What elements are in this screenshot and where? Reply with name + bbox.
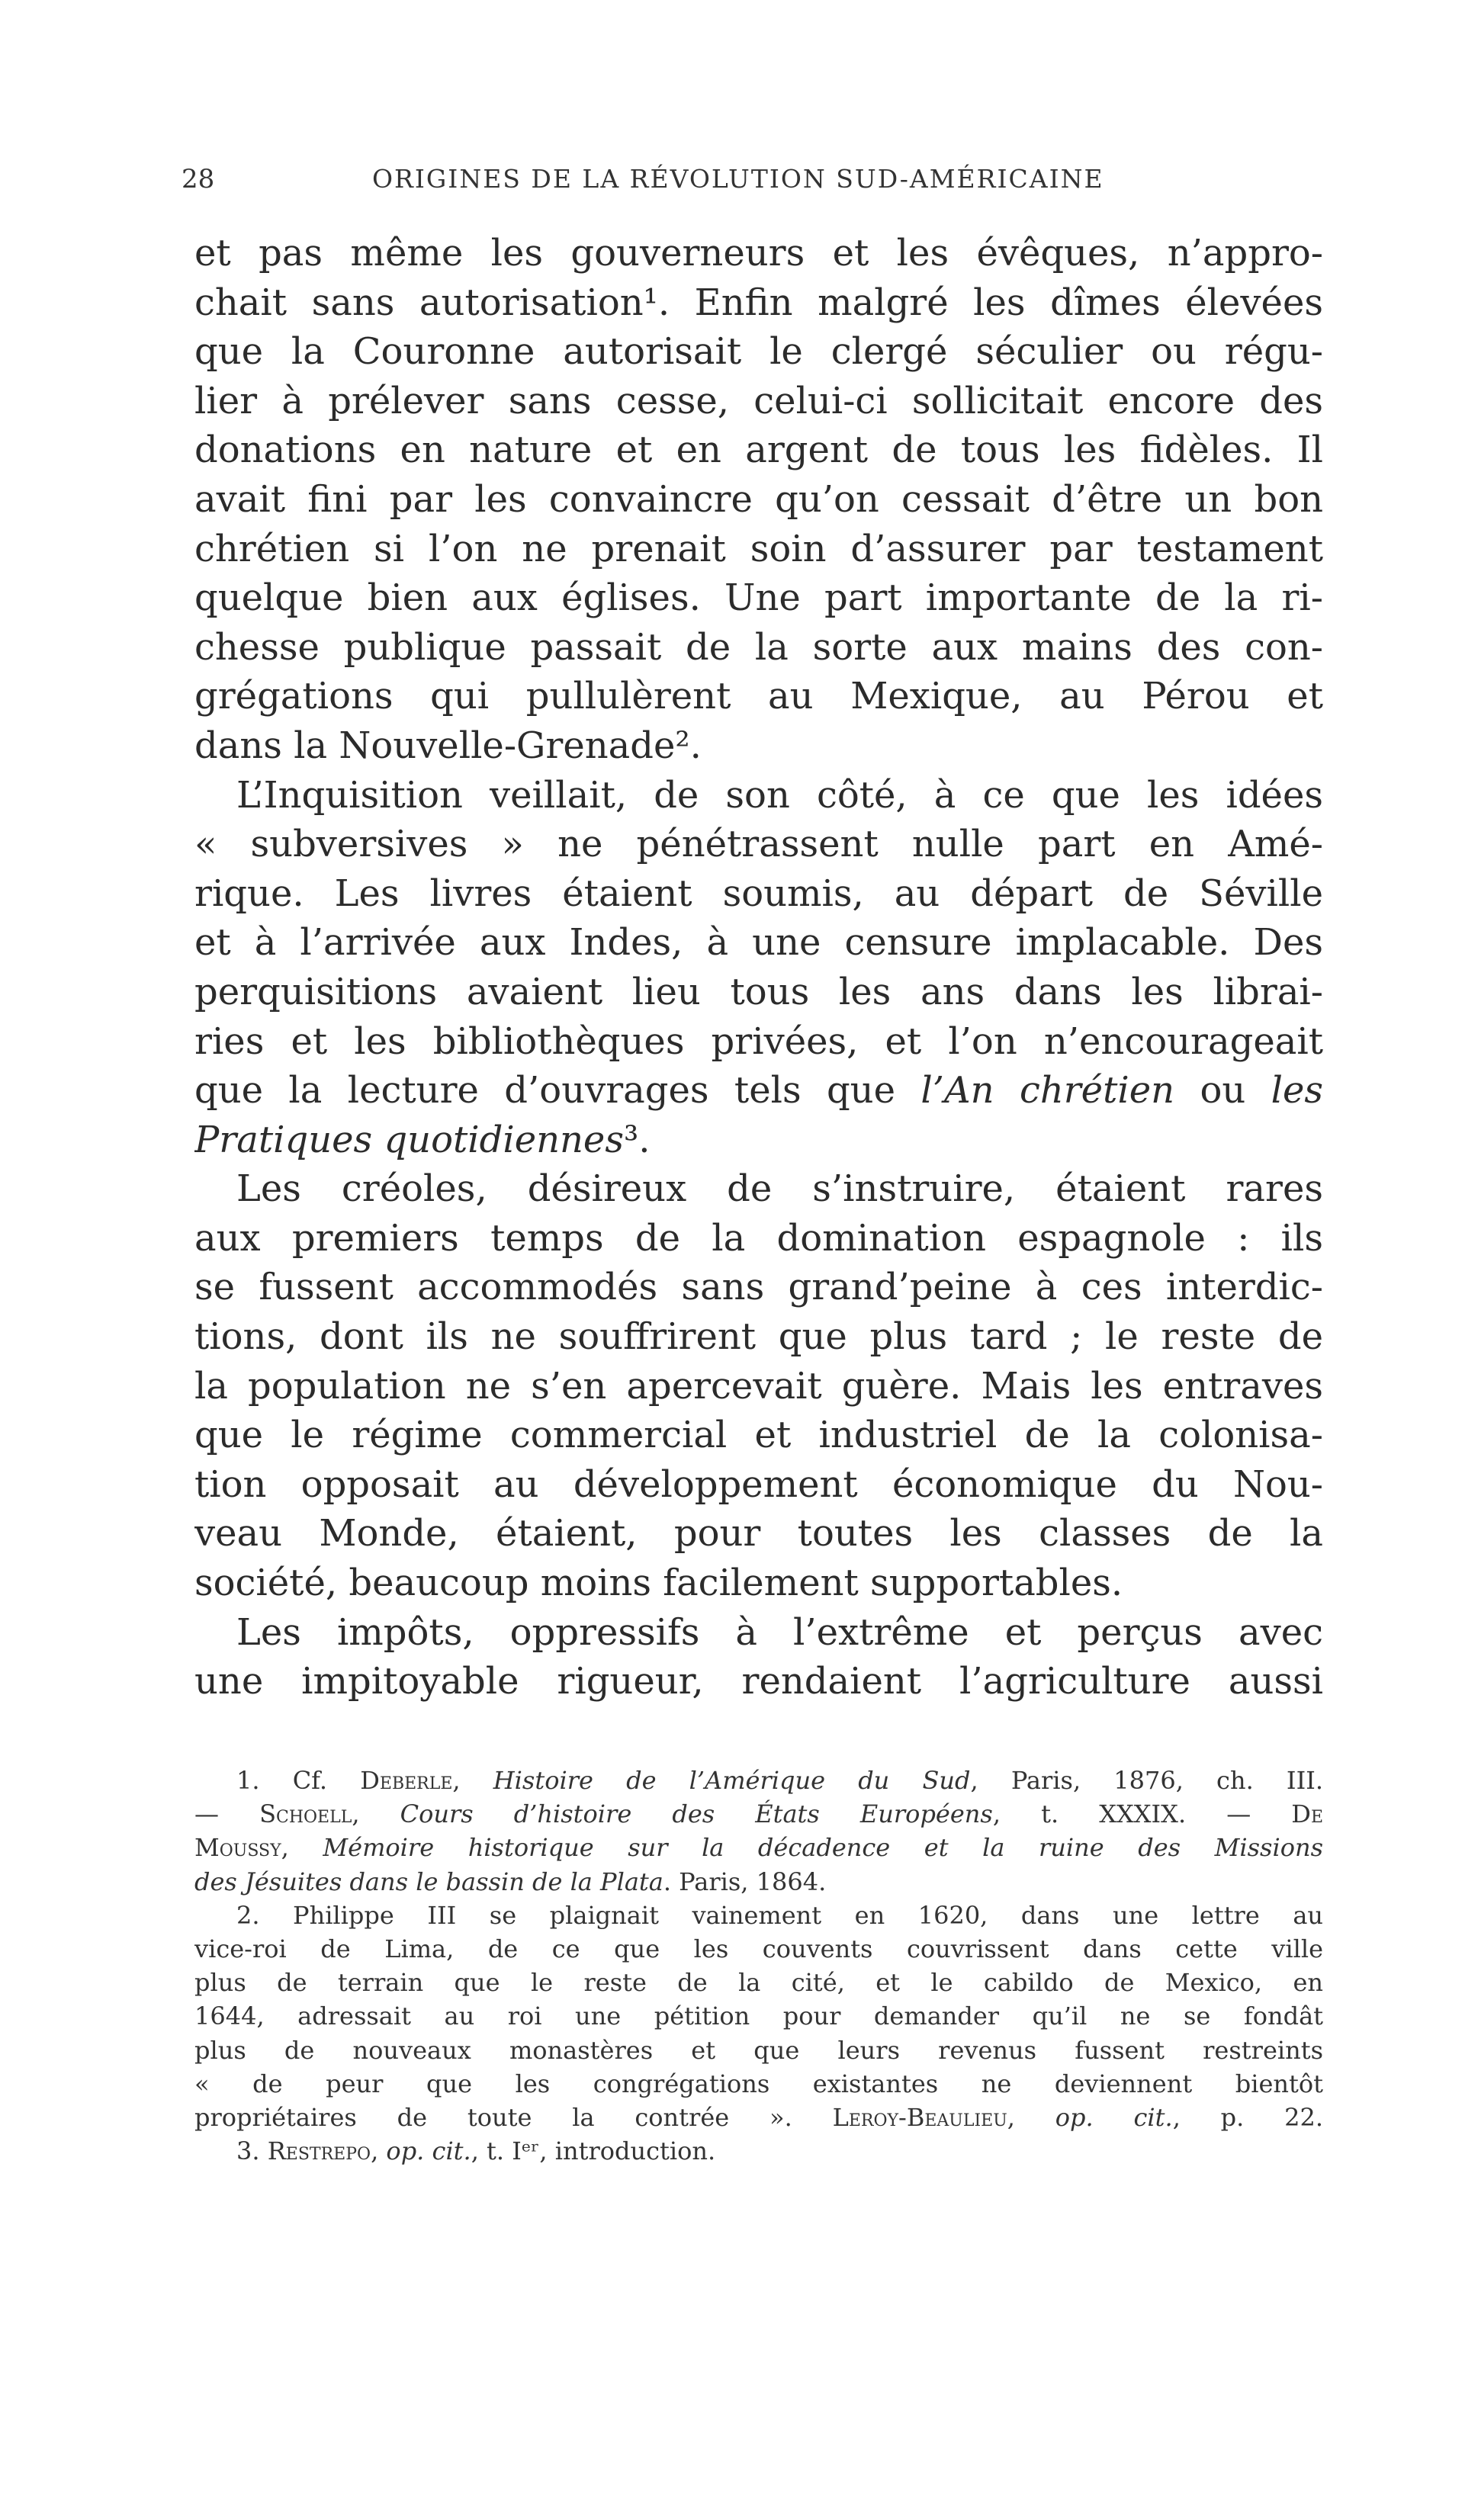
author-name: Restrepo — [267, 2136, 371, 2166]
body-line: que la Couronne autorisait le clergé séculier ou régu- — [194, 330, 1323, 374]
body-line: avait fini par les convaincre qu’on cessait d’être un bon — [194, 477, 1323, 521]
footnote-line — [194, 1831, 1323, 1864]
body-line: et à l’arrivée aux Indes, à une censure implacable. Des — [194, 921, 1323, 965]
footnotes — [194, 1764, 1323, 2168]
body-line: que le régime commercial et industriel de la colonisa- — [194, 1414, 1323, 1457]
footnote-line: vice-roi de Lima, de ce que les couvents couvrissent dans cette ville — [194, 1934, 1323, 1963]
footnote-line: plus de nouveaux monastères et que leurs revenus fussent restreints — [194, 2035, 1323, 2065]
body-line: perquisitions avaient lieu tous les ans dans les librai- — [194, 970, 1323, 1013]
footnote-line: 2. Philippe III se plaignait vainement en 1620, dans une lettre au — [236, 1900, 1323, 1930]
footnote-line — [194, 1865, 1323, 1899]
body-line: quelque bien aux églises. Une part importante de la ri- — [194, 576, 1323, 620]
body-line: aux premiers temps de la domination espagnole : ils — [194, 1216, 1323, 1260]
footnote-line: « de peur que les congrégations existantes ne deviennent bientôt — [194, 2069, 1323, 2098]
book-title: Cours d’histoire des États Européens — [400, 1799, 993, 1829]
body-line: chait sans autorisation¹. Enfin malgré les dîmes élevées — [194, 281, 1323, 324]
running-head — [182, 164, 1290, 210]
body-line: dans la Nouvelle-Grenade². — [194, 724, 702, 767]
footnote-line — [194, 1797, 1323, 1831]
body-line: « subversives » ne pénétrassent nulle part en Amé- — [194, 823, 1323, 866]
author-name: De — [1291, 1799, 1323, 1829]
book-title: Histoire de l’Amérique du Sud — [493, 1766, 971, 1795]
citation-abbrev: op. cit. — [386, 2136, 471, 2166]
body-line: se fussent accommodés sans grand’peine à ces interdic- — [194, 1266, 1323, 1309]
body-line: chrétien si l’on ne prenait soin d’assurer par testament — [194, 527, 1323, 570]
body-line: la population ne s’en apercevait guère. Mais les entraves — [194, 1364, 1323, 1408]
footnote-text-run: , — [452, 1766, 461, 1795]
footnote-text-run: 1. Cf. — [236, 1766, 328, 1795]
body-line: Les impôts, oppressifs à l’extrême et perçus avec — [236, 1610, 1323, 1654]
body-line — [194, 1066, 1323, 1116]
book-title: l’An chrétien — [920, 1069, 1175, 1112]
body-line: lier à prélever sans cesse, celui-ci sollicitait encore des — [194, 379, 1323, 422]
body-line — [194, 1116, 1323, 1165]
citation-abbrev: op. cit. — [1055, 2102, 1173, 2132]
running-title: ORIGINES DE LA RÉVOLUTION SUD-AMÉRICAINE — [372, 164, 1104, 194]
author-name: Schoell — [259, 1799, 352, 1829]
body-line: société, beaucoup moins facilement supportables. — [194, 1562, 1123, 1605]
author-name: Deberle — [360, 1766, 453, 1795]
footnote-text-run: , p. 22. — [1172, 2102, 1323, 2132]
body-text — [194, 229, 1323, 1706]
book-title: des Jésuites dans le bassin de la Plata — [194, 1867, 663, 1896]
footnote-line — [194, 2101, 1323, 2134]
body-line: veau Monde, étaient, pour toutes les classes de la — [194, 1512, 1323, 1555]
footnote-text-run: , — [281, 1833, 289, 1863]
body-line: rique. Les livres étaient soumis, au départ de Séville — [194, 872, 1323, 915]
body-line: donations en nature et en argent de tous les fidèles. Il — [194, 429, 1323, 472]
body-text-run: ou — [1200, 1069, 1246, 1112]
footnote-line: plus de terrain que le reste de la cité, et le cabildo de Mexico, en — [194, 1968, 1323, 1998]
body-text-run: ³. — [623, 1118, 651, 1161]
body-line: L’Inquisition veillait, de son côté, à ce que les idées — [236, 773, 1323, 817]
footnote-line — [194, 1764, 1323, 1797]
body-line: chesse publique passait de la sorte aux mains des con- — [194, 625, 1323, 669]
footnote-text-run: , t. Iᵉʳ, introduction. — [471, 2136, 716, 2166]
footnote-text-run: , — [371, 2136, 379, 2166]
body-line: grégations qui pullulèrent au Mexique, au Pérou et — [194, 675, 1323, 718]
footnote-text-run: 3. — [236, 2136, 260, 2166]
footnote-text-run: . Paris, 1864. — [663, 1867, 827, 1896]
body-line: et pas même les gouverneurs et les évêques, n’appro- — [194, 232, 1323, 274]
body-line: une impitoyable rigueur, rendaient l’agriculture aussi — [194, 1660, 1323, 1703]
footnote-text-run: — — [194, 1799, 219, 1829]
author-name: Leroy-Beaulieu — [832, 2102, 1007, 2132]
book-title: les — [1271, 1069, 1323, 1112]
footnote-text-run: , t. XXXIX. — — [992, 1799, 1251, 1829]
body-line: Les créoles, désireux de s’instruire, étaient rares — [236, 1167, 1323, 1211]
body-text-run: que la lecture d’ouvrages tels que — [194, 1069, 896, 1112]
footnote-text-run: , Paris, 1876, ch. III. — [970, 1766, 1323, 1795]
body-line: tion opposait au développement économique du Nou- — [194, 1462, 1323, 1506]
footnote-line: 1644, adressait au roi une pétition pour demander qu’il ne se fondât — [194, 2002, 1323, 2031]
author-name: Moussy — [194, 1833, 281, 1863]
body-line: tions, dont ils ne souffrirent que plus tard ; le reste de — [194, 1315, 1323, 1359]
footnote-text-run: , — [352, 1799, 360, 1829]
footnote-text-run: propriétaires de toute la contrée ». — [194, 2102, 792, 2132]
body-line: ries et les bibliothèques privées, et l’on n’encourageait — [194, 1019, 1323, 1063]
footnote-line — [194, 2134, 1323, 2168]
page-number: 28 — [182, 164, 215, 194]
footnote-text-run: , — [1007, 2102, 1015, 2132]
book-title: Mémoire historique sur la décadence et la ruine des Missions — [323, 1833, 1323, 1863]
book-title: Pratiques quotidiennes — [194, 1118, 624, 1161]
